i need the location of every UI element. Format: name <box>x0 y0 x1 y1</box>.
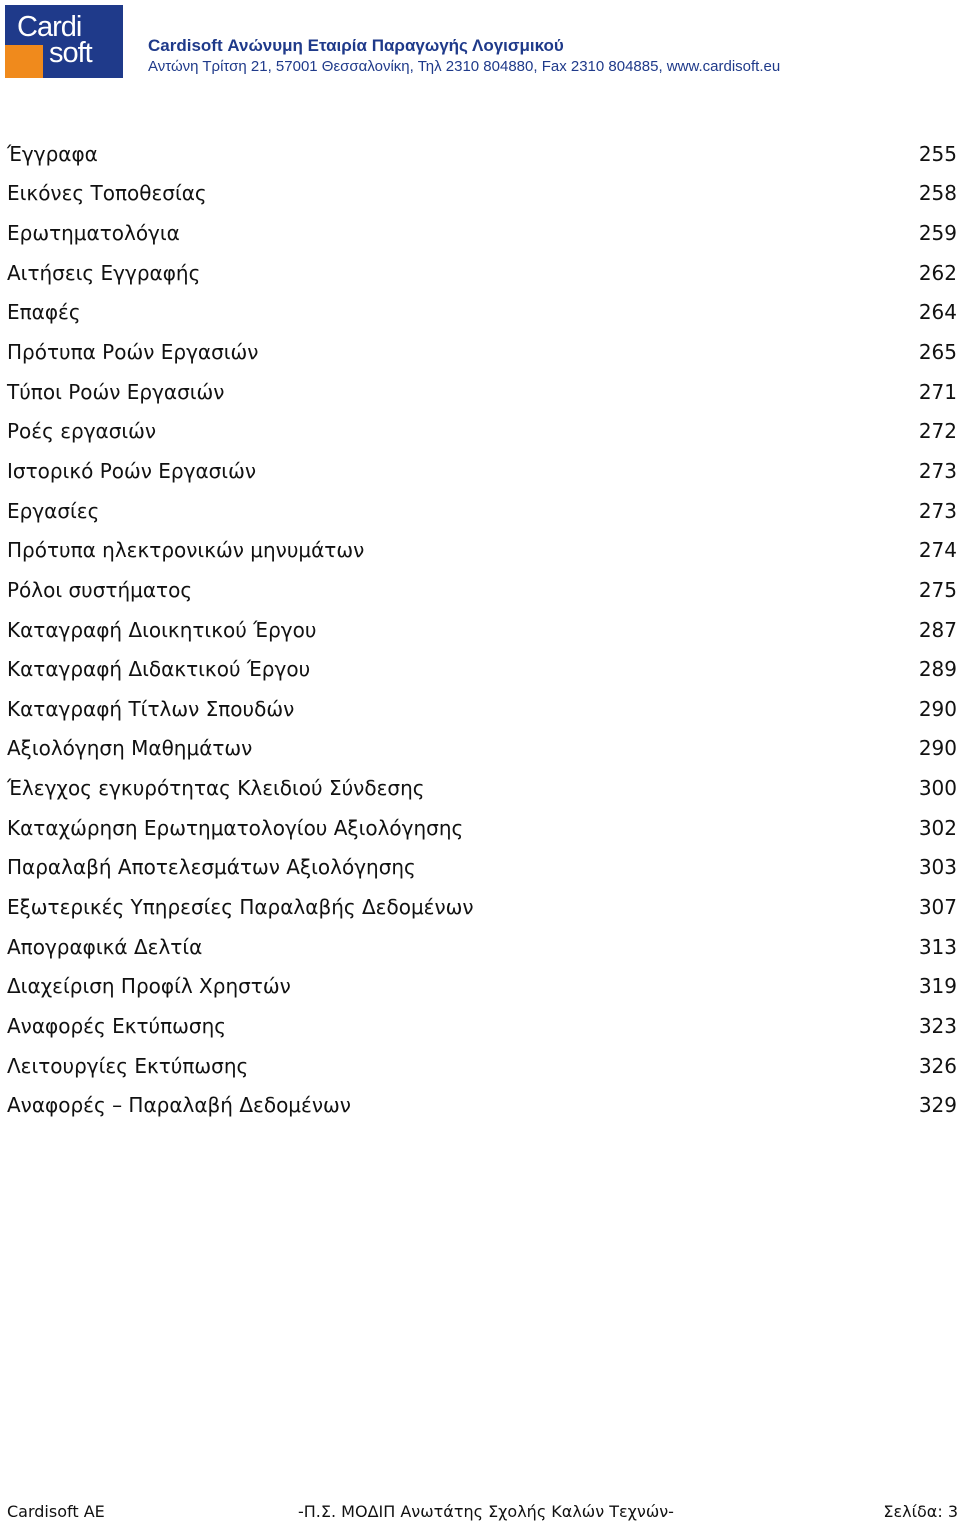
toc-entry-page: 287 <box>918 617 957 642</box>
toc-entry[interactable] <box>7 729 957 769</box>
toc-entry-title: Πρότυπα Ροών Εργασιών <box>7 340 259 365</box>
cardisoft-logo <box>5 5 123 78</box>
toc-entry-title: Καταγραφή Διδακτικού Έργου <box>7 657 311 682</box>
toc-entry-page: 326 <box>918 1053 957 1078</box>
company-address: Αντώνη Τρίτση 21, 57001 Θεσσαλονίκη, Τηλ 2310 804880, Fax 2310 804885, www.cardisoft.eu <box>148 58 781 75</box>
toc-entry[interactable] <box>7 174 957 214</box>
toc-entry[interactable] <box>7 451 957 491</box>
toc-entry[interactable] <box>7 213 957 253</box>
toc-entry[interactable] <box>7 1046 957 1086</box>
toc-entry-page: 302 <box>918 815 957 840</box>
toc-entry-page: 271 <box>918 379 957 404</box>
toc-entry[interactable] <box>7 1006 957 1046</box>
toc-entry-title: Εργασίες <box>7 498 100 523</box>
toc-entry[interactable] <box>7 253 957 293</box>
table-of-contents <box>7 134 957 1125</box>
toc-entry[interactable] <box>7 966 957 1006</box>
toc-entry[interactable] <box>7 848 957 888</box>
toc-entry[interactable] <box>7 570 957 610</box>
toc-entry-page: 275 <box>918 577 957 602</box>
toc-entry-page: 329 <box>918 1093 957 1118</box>
toc-entry-title: Λειτουργίες Εκτύπωσης <box>7 1053 249 1078</box>
toc-entry-title: Ιστορικό Ροών Εργασιών <box>7 458 256 483</box>
toc-entry[interactable] <box>7 491 957 531</box>
logo-text-line2: soft <box>49 37 92 69</box>
toc-entry[interactable] <box>7 927 957 967</box>
toc-entry-title: Παραλαβή Αποτελεσμάτων Αξιολόγησης <box>7 855 416 880</box>
toc-entry-page: 262 <box>918 260 957 285</box>
toc-entry-title: Αναφορές Εκτύπωσης <box>7 1013 226 1038</box>
toc-entry-title: Καταγραφή Διοικητικού Έργου <box>7 617 317 642</box>
logo-orange-block <box>5 45 43 78</box>
toc-entry-title: Εικόνες Τοποθεσίας <box>7 181 207 206</box>
toc-entry-page: 303 <box>918 855 957 880</box>
toc-entry-title: Ροές εργασιών <box>7 419 157 444</box>
toc-entry-title: Ρόλοι συστήματος <box>7 577 193 602</box>
toc-entry-page: 323 <box>918 1013 957 1038</box>
toc-entry-title: Απογραφικά Δελτία <box>7 934 203 959</box>
toc-entry-title: Αναφορές – Παραλαβή Δεδομένων <box>7 1093 351 1118</box>
toc-entry-title: Εξωτερικές Υπηρεσίες Παραλαβής Δεδομένων <box>7 894 474 919</box>
toc-entry[interactable] <box>7 610 957 650</box>
toc-entry-page: 255 <box>918 141 957 166</box>
toc-entry[interactable] <box>7 372 957 412</box>
toc-entry[interactable] <box>7 768 957 808</box>
toc-entry[interactable] <box>7 332 957 372</box>
toc-entry-page: 264 <box>918 300 957 325</box>
toc-entry-page: 274 <box>918 538 957 563</box>
toc-entry-title: Αξιολόγηση Μαθημάτων <box>7 736 253 761</box>
toc-entry-title: Έλεγχος εγκυρότητας Κλειδιού Σύνδεσης <box>7 776 425 801</box>
toc-entry-page: 265 <box>918 340 957 365</box>
toc-entry-page: 273 <box>918 458 957 483</box>
footer-company: Cardisoft AE <box>7 1502 105 1521</box>
logo-text-line1: Cardi <box>17 11 82 43</box>
toc-entry[interactable] <box>7 649 957 689</box>
toc-entry-page: 290 <box>918 736 957 761</box>
toc-entry-page: 272 <box>918 419 957 444</box>
toc-entry-title: Διαχείριση Προφίλ Χρηστών <box>7 974 291 999</box>
toc-entry-title: Ερωτηματολόγια <box>7 221 180 246</box>
toc-entry[interactable] <box>7 808 957 848</box>
toc-entry[interactable] <box>7 1085 957 1125</box>
footer-page-number: Σελίδα: 3 <box>883 1502 958 1521</box>
toc-entry-title: Τύποι Ροών Εργασιών <box>7 379 225 404</box>
toc-entry-title: Επαφές <box>7 300 81 325</box>
toc-entry-page: 319 <box>918 974 957 999</box>
toc-entry-title: Πρότυπα ηλεκτρονικών μηνυμάτων <box>7 538 365 563</box>
toc-entry-page: 300 <box>918 776 957 801</box>
toc-entry-page: 307 <box>918 894 957 919</box>
toc-entry[interactable] <box>7 411 957 451</box>
toc-entry-page: 290 <box>918 696 957 721</box>
toc-entry-page: 259 <box>918 221 957 246</box>
toc-entry-page: 313 <box>918 934 957 959</box>
company-name: Cardisoft Ανώνυμη Εταιρία Παραγωγής Λογισμικού <box>148 36 564 55</box>
toc-entry-title: Αιτήσεις Εγγραφής <box>7 260 201 285</box>
toc-entry-title: Καταγραφή Τίτλων Σπουδών <box>7 696 295 721</box>
toc-entry[interactable] <box>7 134 957 174</box>
toc-entry-title: Έγγραφα <box>7 141 98 166</box>
toc-entry-title: Καταχώρηση Ερωτηματολογίου Αξιολόγησης <box>7 815 464 840</box>
toc-entry-page: 289 <box>918 657 957 682</box>
toc-entry[interactable] <box>7 887 957 927</box>
toc-entry-page: 273 <box>918 498 957 523</box>
footer-document-title: -Π.Σ. ΜΟΔΙΠ Ανωτάτης Σχολής Καλών Τεχνών- <box>298 1502 674 1521</box>
toc-entry[interactable] <box>7 689 957 729</box>
toc-entry-page: 258 <box>918 181 957 206</box>
toc-entry[interactable] <box>7 293 957 333</box>
toc-entry[interactable] <box>7 530 957 570</box>
page-header <box>0 0 960 90</box>
